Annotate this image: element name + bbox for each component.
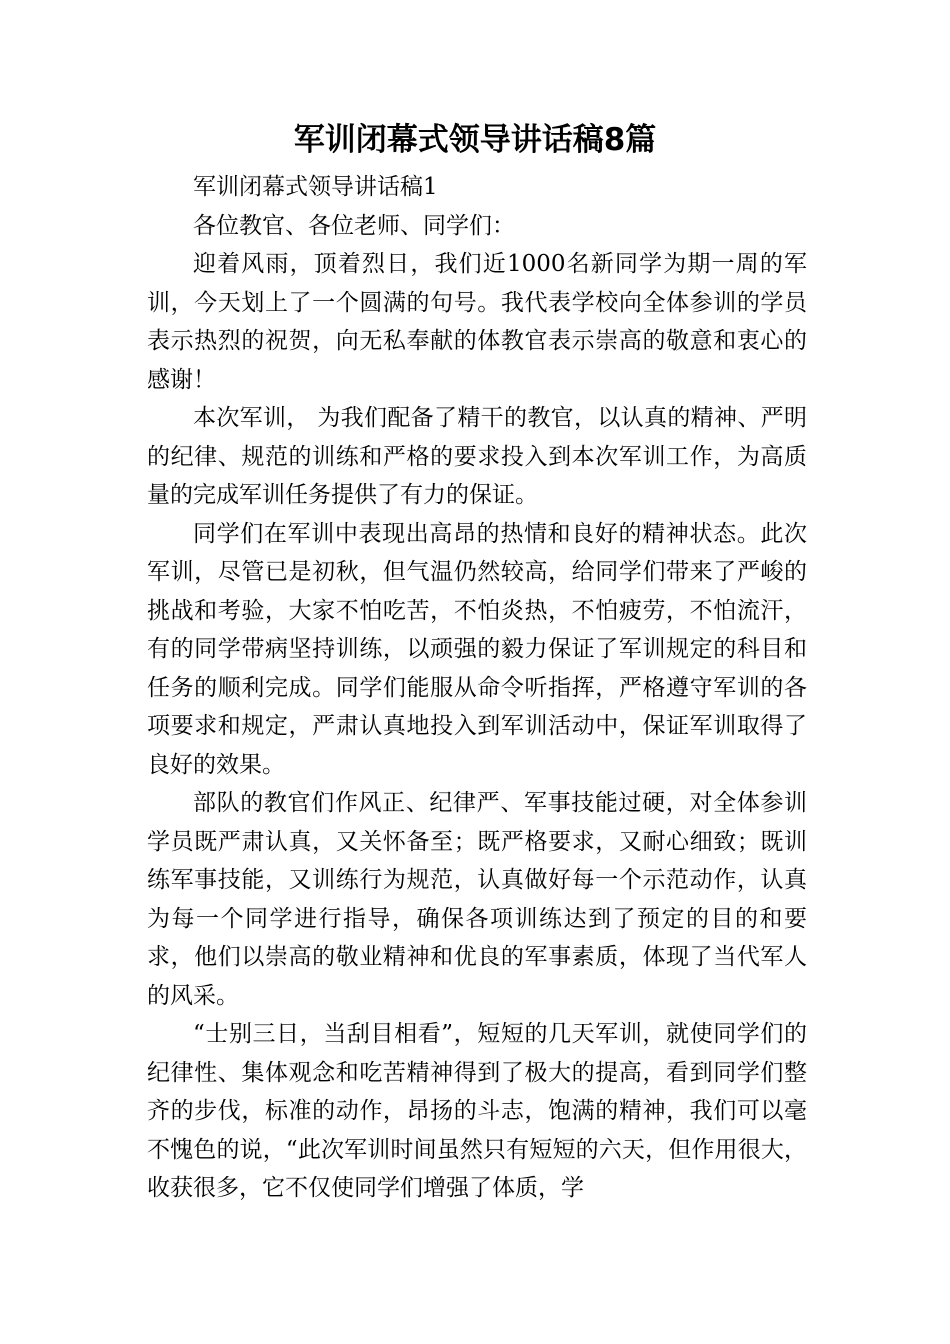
paragraph: 同学们在军训中表现出高昂的热情和良好的精神状态。此次军训，尽管已是初秋，但气温仍然较高，给同学们带来了严峻的挑战和考验，大家不怕吃苦，不怕炎热，不怕疲劳，不怕流汗，有的同学带病坚持训练，以顽强的毅力保证了军训规定的科目和任务的顺利完成。同学们能服从命令听指挥，严格遵守军训的各项要求和规定，严肃认真地投入到军训活动中，保证军训取得了良好的效果。	[147, 520, 807, 778]
paragraph-subtitle: 军训闭幕式领导讲话稿1	[193, 174, 438, 200]
paragraph: 本次军训， 为我们配备了精干的教官，以认真的精神、严明的纪律、规范的训练和严格的要求投入到本次军训工作，为高质量的完成军训任务提供了有力的保证。	[147, 405, 807, 508]
paragraph: 部队的教官们作风正、纪律严、军事技能过硬，对全体参训学员既严肃认真，又关怀备至；既严格要求，又耐心细致；既训练军事技能，又训练行为规范，认真做好每一个示范动作，认真为每一个同学进行指导，确保各项训练达到了预定的目的和要求，他们以崇高的敬业精神和优良的军事素质，体现了当代军人的风采。	[147, 790, 807, 1009]
paragraph: 迎着风雨，顶着烈日，我们近1000名新同学为期一周的军训，今天划上了一个圆满的句号。我代表学校向全体参训的学员表示热烈的祝贺，向无私奉献的体教官表示崇高的敬意和衷心的感谢！	[147, 251, 807, 393]
paragraph-salutation: 各位教官、各位老师、同学们：	[193, 212, 515, 239]
paragraph: “士别三日，当刮目相看”，短短的几天军训，就使同学们的纪律性、集体观念和吃苦精神得到了极大的提高，看到同学们整齐的步伐，标准的动作，昂扬的斗志，饱满的精神，我们可以毫不愧色的说，“此次军训时间虽然只有短短的六天，但作用很大，收获很多，它不仅使同学们增强了体质，学	[147, 1021, 807, 1201]
document-body	[147, 168, 807, 1208]
document-title: 军训闭幕式领导讲话稿8篇	[293, 122, 657, 158]
